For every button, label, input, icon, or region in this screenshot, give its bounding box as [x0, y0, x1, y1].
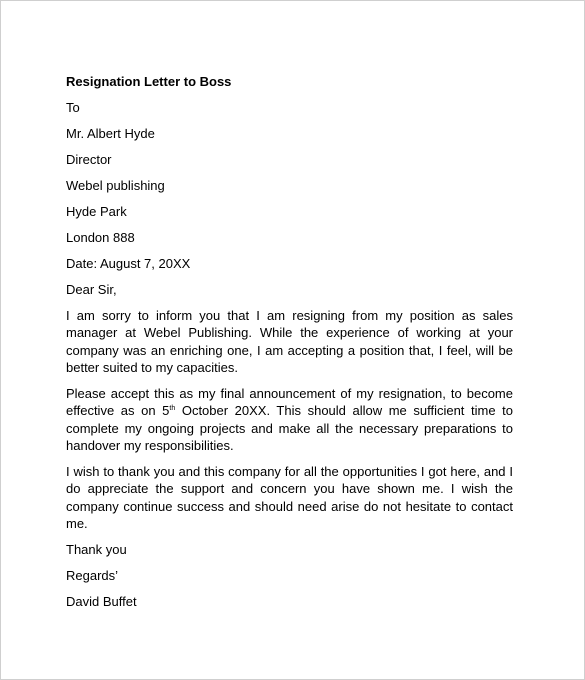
closing-regards: Regards’ [66, 567, 119, 583]
salutation: Dear Sir, [66, 281, 117, 297]
paragraph-3: I wish to thank you and this company for all the opportunities I got here, and I do appreciate the support and concern you have shown me. I wish the company continue success and should need arise do not hesitate to contact me. [66, 463, 513, 531]
ordinal-suffix: th [169, 405, 176, 412]
address-city: London 888 [66, 229, 135, 245]
paragraph-2-start: Please accept this as my final announcement of my resignation, to become effective as on 5 [66, 385, 513, 418]
recipient-title: Director [66, 151, 112, 167]
paragraph-1: I am sorry to inform you that I am resigning from my position as sales manager at Webel Publishing. While the experience of working at your company was an enriching one, I am accepting a position that, I feel, will be better suited to my capacities. [66, 307, 513, 375]
company-name: Webel publishing [66, 177, 165, 193]
paragraph-2-end: October 20XX. This should allow me sufficient time to complete my ongoing projects and make all the necessary preparations to handover my responsibilities. [66, 403, 514, 453]
letter-date: Date: August 7, 20XX [66, 255, 191, 271]
paragraph-2 [66, 385, 513, 455]
address-street: Hyde Park [66, 203, 127, 219]
to-line: To [66, 99, 80, 115]
letter-body [66, 73, 513, 619]
recipient-name: Mr. Albert Hyde [66, 125, 155, 141]
letter-title: Resignation Letter to Boss [66, 74, 232, 89]
signature-name: David Buffet [66, 593, 137, 609]
closing-thanks: Thank you [66, 541, 127, 557]
